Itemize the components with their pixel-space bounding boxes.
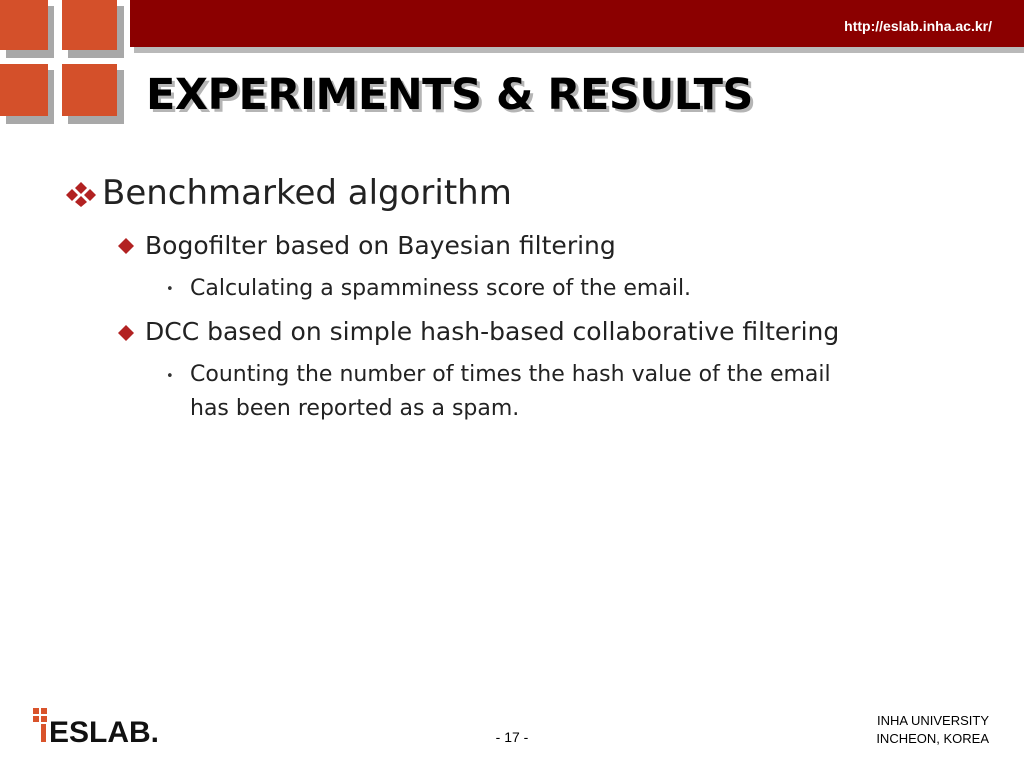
university-name: INHA UNIVERSITY <box>877 713 989 728</box>
detail-dcc-line2: has been reported as a spam. <box>190 396 520 421</box>
dot-bullet-icon: • <box>166 282 174 297</box>
university-location: INCHEON, KOREA <box>876 731 989 746</box>
sub-bullet-bogofilter: Bogofilter based on Bayesian filtering <box>145 231 616 260</box>
detail-bogofilter: Calculating a spamminess score of the email. <box>190 276 692 301</box>
diamond-bullet-icon <box>117 324 135 342</box>
four-diamond-bullet-icon <box>64 181 98 207</box>
header-bar-shadow <box>134 47 1024 53</box>
sub-bullet-dcc: DCC based on simple hash-based collaborative filtering <box>145 317 840 346</box>
header-url[interactable]: http://eslab.inha.ac.kr/ <box>844 18 992 34</box>
bullet-main: Benchmarked algorithm <box>102 173 512 213</box>
diamond-bullet-icon <box>117 237 135 255</box>
page-number: - 17 - <box>495 729 529 745</box>
dot-bullet-icon: • <box>166 369 174 384</box>
eslab-logo-text: ESLAB. <box>49 716 160 746</box>
slide-title: EXPERIMENTS & RESULTS <box>146 70 753 120</box>
university-label <box>876 712 989 748</box>
detail-dcc-line1: Counting the number of times the hash value of the email <box>190 362 831 387</box>
